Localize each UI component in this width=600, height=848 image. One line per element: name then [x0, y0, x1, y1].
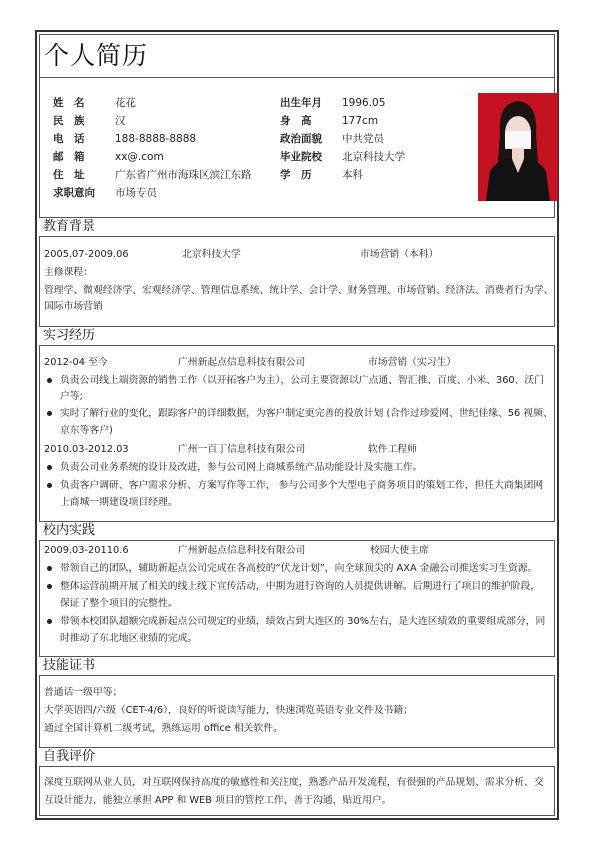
education-school: 北京科技大学	[182, 249, 241, 260]
campus-heading: 校内实践	[39, 521, 555, 541]
job-date: 2010.03-2012.03	[44, 444, 129, 455]
birth-label: 出生年月	[280, 97, 322, 109]
address-value: 广东省广州市海珠区滨江东路	[115, 169, 252, 181]
name-label: 姓 名	[53, 97, 85, 109]
job-duty-cont: 京东等客户)	[60, 425, 113, 436]
courses-label: 主修课程：	[44, 267, 93, 278]
job-duty-cont: 户等;	[60, 391, 83, 402]
bullet-icon	[47, 378, 52, 383]
job-duty: 负责公司业务系统的设计及改进，参与公司网上商城系统产品功能设计及实施工作。	[60, 462, 423, 473]
campus-duty: 整体运营前期开展了相关的线上线下宣传活动，中期为进行咨询的人员提供讲解。后期进行了项目的维护阶段，	[60, 581, 541, 592]
political-label: 政治面貌	[280, 133, 322, 145]
campus-duty-cont: 时推动了东北地区业绩的完成。	[60, 633, 198, 644]
objective-label: 求职意向	[53, 187, 95, 199]
education-date: 2005.07-2009.06	[44, 249, 129, 260]
campus-date: 2009.03-20110.6	[44, 545, 129, 556]
bullet-icon	[47, 411, 52, 416]
skill-line: 大学英语四/六级（CET-4/6），良好的听说读写能力，快速浏览英语专业文件及书籍；	[44, 705, 413, 716]
campus-duty-cont: 保证了整个项目的完整性。	[60, 598, 178, 609]
bullet-icon	[47, 566, 52, 571]
objective-value: 市场专员	[115, 187, 157, 199]
school-label: 毕业院校	[280, 151, 322, 163]
email-value: xx@.com	[115, 151, 164, 163]
internship-heading: 实习经历	[39, 326, 555, 346]
courses-line: 国际市场营销	[44, 301, 103, 312]
campus-duty: 带领本校团队超额完成新起点公司规定的业绩，绩效占到大连区的 30%左右，是大连区绩效的重要组成部分，同	[60, 616, 546, 627]
school-value: 北京科技大学	[342, 151, 405, 163]
title-divider	[39, 77, 555, 78]
skills-heading: 技能证书	[39, 656, 555, 676]
job-duty-cont: 上商城一期建设项目经理。	[60, 497, 178, 508]
bullet-icon	[47, 483, 52, 488]
job-date: 2012-04 至今	[44, 357, 108, 368]
degree-label: 学 历	[280, 169, 312, 181]
job-company: 广州一百丁信息科技有限公司	[178, 444, 306, 455]
self-eval-line: 深度互联网从业人员，对互联网保持高度的敏感性和关注度，熟悉产品开发流程，有很强的产品规划、需求分析、交	[44, 777, 544, 788]
birth-value: 1996.05	[342, 97, 386, 109]
political-value: 中共党员	[342, 133, 384, 145]
self-eval-heading: 自我评价	[39, 747, 555, 767]
page-title: 个人简历	[44, 41, 149, 70]
name-value: 花花	[115, 97, 136, 109]
education-heading: 教育背景	[39, 217, 555, 237]
height-value: 177cm	[342, 115, 379, 127]
ethnicity-label: 民 族	[53, 115, 85, 127]
phone-label: 电 话	[53, 133, 85, 145]
bullet-icon	[47, 584, 52, 589]
job-duty: 负责客户调研、客户需求分析、方案写作等工作， 参与公司多个大型电子商务项目的策划工作，担任大商集团网	[60, 480, 544, 491]
campus-company: 广州新起点信息科技有限公司	[178, 545, 306, 556]
ethnicity-value: 汉	[115, 115, 126, 127]
height-label: 身 高	[280, 115, 312, 127]
degree-value: 本科	[342, 169, 363, 181]
campus-duty: 带领自己的团队，辅助新起点公司完成在各高校的“伏龙计划”，向全球顶尖的 AXA 金融公司推送实习生资源。	[60, 563, 538, 574]
job-role: 市场营销（实习生）	[368, 357, 457, 368]
phone-value: 188-8888-8888	[115, 133, 197, 145]
job-role: 软件工程师	[368, 444, 417, 455]
bullet-icon	[47, 465, 52, 470]
email-label: 邮 箱	[53, 151, 85, 163]
address-label: 住 址	[53, 169, 85, 181]
bullet-icon	[47, 619, 52, 624]
courses-line: 管理学、微观经济学、宏观经济学、管理信息系统、统计学、会计学、财务管理、市场营销、经济法、消费者行为学、	[44, 285, 554, 296]
job-duty: 负责公司线上端资源的销售工作（以开拓客户为主），公司主要资源以广点通、智汇推、百度、小米、360、沃门	[60, 375, 545, 386]
skill-line: 通过全国计算机二级考试，熟练运用 office 相关软件。	[44, 723, 283, 734]
job-duty: 实时了解行业的变化，跟踪客户的详细数据，为客户制定更完善的投放计划 (合作过珍爱网、世纪佳缘、56 视频、	[60, 408, 553, 419]
self-eval-line: 互设计能力，能独立承担 APP 和 WEB 项目的管控工作，善于沟通，贴近用户。	[44, 795, 392, 806]
campus-role: 校园大使主席	[370, 545, 429, 556]
skill-line: 普通话一级甲等；	[44, 687, 123, 698]
education-major: 市场营销（本科）	[360, 249, 439, 260]
profile-photo	[478, 93, 558, 201]
job-company: 广州新起点信息科技有限公司	[178, 357, 306, 368]
